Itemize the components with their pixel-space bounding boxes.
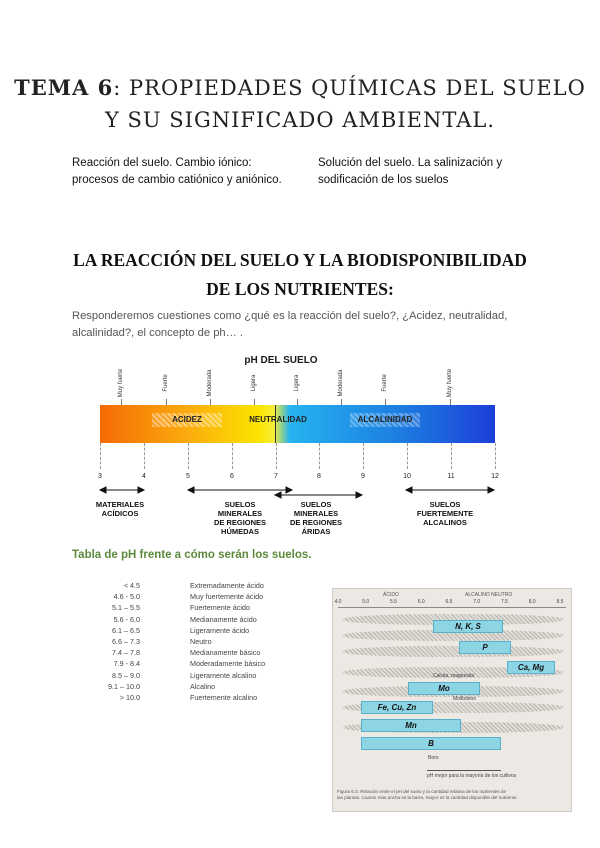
axis-tick bbox=[451, 443, 452, 469]
axis-number: 7 bbox=[274, 473, 278, 480]
intro-line1: Responderemos cuestiones como ¿qué es la reacción del suelo?, ¿Acidez, neutralidad, bbox=[72, 310, 508, 322]
axis-tick bbox=[188, 443, 189, 469]
nutrient-fecuzn: Fe, Cu, Zn bbox=[361, 701, 433, 714]
figure-tick-label: 6.5 bbox=[445, 599, 453, 605]
acido-label: ÁCIDO bbox=[383, 592, 399, 598]
arrowhead bbox=[100, 487, 106, 493]
ph-top-label: Muy fuerte bbox=[447, 368, 453, 398]
ph-description: Ligeramente alcalino bbox=[190, 670, 257, 680]
axis-number: 3 bbox=[98, 473, 102, 480]
arrowhead bbox=[356, 492, 362, 498]
ph-description: Alcalino bbox=[190, 681, 216, 691]
left-col-line2: procesos de cambio catiónico y aniónico. bbox=[72, 174, 282, 186]
figure-tick-label: 7.5 bbox=[501, 599, 508, 605]
figure-tick-label: 6.0 bbox=[417, 599, 425, 605]
figure-tick-label: 5.5 bbox=[390, 599, 397, 605]
right-column bbox=[318, 155, 548, 189]
left-col-line1: Reacción del suelo. Cambio iónico: bbox=[72, 157, 252, 169]
intro-paragraph bbox=[72, 308, 532, 342]
nutrient-mn: Mn bbox=[361, 719, 461, 732]
ph-top-label: Ligera bbox=[251, 374, 257, 392]
note-line: SUELOS bbox=[429, 500, 461, 509]
ph-top-label: Fuerte bbox=[382, 374, 388, 392]
optimo-arrow bbox=[427, 770, 501, 771]
figure-tick-label: 8.0 bbox=[528, 599, 536, 605]
band-camg bbox=[343, 646, 563, 657]
axis-number: 6 bbox=[230, 473, 234, 480]
right-col-line2: sodificación de los suelos bbox=[318, 174, 449, 186]
ph-range: 4.6 - 5.0 bbox=[113, 592, 140, 602]
calcia-label: Calcita, magnesita bbox=[433, 673, 475, 679]
ph-top-label: Muy fuerte bbox=[118, 368, 124, 398]
section-heading: LA REACCIÓN DEL SUELO Y LA BIODISPONIBILIDAD bbox=[73, 250, 527, 270]
figure-tick-label: 5.0 bbox=[362, 599, 370, 605]
axis-tick bbox=[100, 443, 101, 469]
nutrient-figure bbox=[332, 588, 572, 812]
figure-caption bbox=[337, 789, 567, 801]
arrowhead bbox=[275, 492, 281, 498]
alcalino-neutro-label: ALCALINO NEUTRO bbox=[465, 592, 513, 598]
molibdeno-label: Molibdeno bbox=[453, 696, 477, 702]
note-materiales bbox=[85, 500, 155, 518]
note-line: ALCALINOS bbox=[423, 518, 467, 527]
ph-range: 6.1 – 6.5 bbox=[112, 625, 140, 635]
acidez-label: ACIDEZ bbox=[152, 413, 222, 427]
nutrient-nks: N, K, S bbox=[433, 620, 503, 633]
nutrient-camg: Ca, Mg bbox=[507, 661, 555, 674]
left-column bbox=[72, 155, 302, 189]
ph-description: Medianamente básico bbox=[190, 648, 261, 658]
axis-tick bbox=[144, 443, 145, 469]
axis-tick bbox=[495, 443, 496, 469]
ph-top-label: Moderada bbox=[338, 369, 344, 397]
axis-number: 12 bbox=[491, 473, 499, 480]
axis-line bbox=[338, 607, 566, 608]
ph-range: 9.1 – 10.0 bbox=[108, 681, 140, 691]
neutralidad-label: NEUTRALIDAD bbox=[249, 415, 307, 424]
ph-description: Fuertemente alcalino bbox=[190, 693, 258, 702]
right-col-line1: Solución del suelo. La salinización y bbox=[318, 157, 503, 169]
ph-description: Ligeramente ácido bbox=[190, 625, 250, 635]
note-line: HÚMEDAS bbox=[221, 527, 259, 536]
page-title bbox=[0, 72, 600, 104]
figure-tick-label: 7.0 bbox=[473, 599, 481, 605]
axis-number: 4 bbox=[142, 473, 146, 480]
caption-line2: las plantas. Cuanto más ancha es la barra, mayor es la cantidad disponible del nutriente. bbox=[337, 795, 518, 800]
ph-range: 7.9 - 8.4 bbox=[113, 659, 140, 669]
ph-range: 5.6 - 6.0 bbox=[113, 614, 140, 624]
axis-number: 8 bbox=[317, 473, 321, 480]
arrowhead bbox=[188, 487, 194, 493]
axis-number: 9 bbox=[361, 473, 365, 480]
note-aridas bbox=[276, 500, 356, 536]
arrowhead bbox=[406, 487, 412, 493]
axis-tick bbox=[363, 443, 364, 469]
page-title-line2: Y SU SIGNIFICADO AMBIENTAL. bbox=[105, 108, 495, 132]
arrowhead bbox=[488, 487, 494, 493]
caption-line1: Figura 6.3. Relación entre el pH del suelo y la cantidad relativa de los nutrientes de bbox=[337, 789, 507, 794]
ph-range: < 4.5 bbox=[123, 581, 140, 590]
note-line: DE REGIONES bbox=[289, 518, 343, 527]
ph-description: Medianamente ácido bbox=[190, 614, 257, 624]
nutrient-mo: Mo bbox=[408, 682, 480, 695]
nutrient-p: P bbox=[459, 641, 511, 654]
note-humedas bbox=[200, 500, 280, 536]
axis-tick bbox=[232, 443, 233, 469]
ph-description: Muy fuertemente ácido bbox=[190, 592, 264, 602]
boro-label: Boro bbox=[428, 755, 439, 761]
note-line: MINERALES bbox=[293, 509, 339, 518]
arrowhead bbox=[286, 487, 292, 493]
ph-description: Moderadamente básico bbox=[190, 659, 266, 669]
axis-tick bbox=[276, 443, 277, 469]
ph-range: > 10.0 bbox=[119, 693, 140, 702]
ph-range: 8.5 – 9.0 bbox=[112, 670, 140, 680]
figure-tick-label: 4.0 bbox=[334, 599, 342, 605]
note-alcalinos bbox=[405, 500, 485, 527]
axis-number: 11 bbox=[447, 473, 455, 480]
note-line: MATERIALES bbox=[95, 500, 145, 509]
ph-range: 7.4 – 7.8 bbox=[112, 648, 140, 658]
tema-label: TEMA 6 bbox=[14, 75, 114, 100]
ph-description: Neutro bbox=[190, 637, 212, 646]
ph-description: Extremadamente ácido bbox=[190, 581, 264, 590]
ph-top-label: Ligera bbox=[294, 374, 300, 392]
section-heading-line2: DE LOS NUTRIENTES: bbox=[206, 279, 394, 299]
ph-description: Fuertemente ácido bbox=[190, 603, 250, 613]
nutrient-b: B bbox=[361, 737, 501, 750]
optimo-label: pH mejor para la mayoría de los cultivos bbox=[427, 773, 517, 779]
axis-number: 5 bbox=[186, 473, 190, 480]
note-line: MINERALES bbox=[217, 509, 263, 518]
alcalinidad-label: ALCALINIDAD bbox=[350, 413, 420, 427]
axis-number: 10 bbox=[403, 473, 411, 480]
note-line: ÁRIDAS bbox=[301, 527, 331, 536]
intro-line2: alcalinidad?, el concepto de ph… . bbox=[72, 327, 244, 339]
ph-range: 6.6 – 7.3 bbox=[112, 637, 140, 646]
note-line: SUELOS bbox=[224, 500, 256, 509]
note-line: ACÍDICOS bbox=[101, 509, 139, 518]
ph-top-label: Moderada bbox=[207, 369, 213, 397]
note-line: SUELOS bbox=[300, 500, 332, 509]
note-line: DE REGIONES bbox=[213, 518, 267, 527]
arrowhead bbox=[138, 487, 144, 493]
ph-range: 5.1 – 5.5 bbox=[112, 603, 140, 613]
table-heading: Tabla de pH frente a cómo serán los suelos. bbox=[72, 549, 312, 561]
title-rest: : PROPIEDADES QUÍMICAS DEL SUELO bbox=[113, 76, 586, 100]
axis-tick bbox=[319, 443, 320, 469]
ph-top-label: Fuerte bbox=[163, 374, 169, 392]
figure-tick-label: 8.5 bbox=[556, 599, 564, 605]
axis-tick bbox=[407, 443, 408, 469]
ph-chart-title: pH DEL SUELO bbox=[244, 355, 318, 366]
note-line: FUERTEMENTE bbox=[416, 509, 474, 518]
range-arrows bbox=[90, 480, 510, 500]
